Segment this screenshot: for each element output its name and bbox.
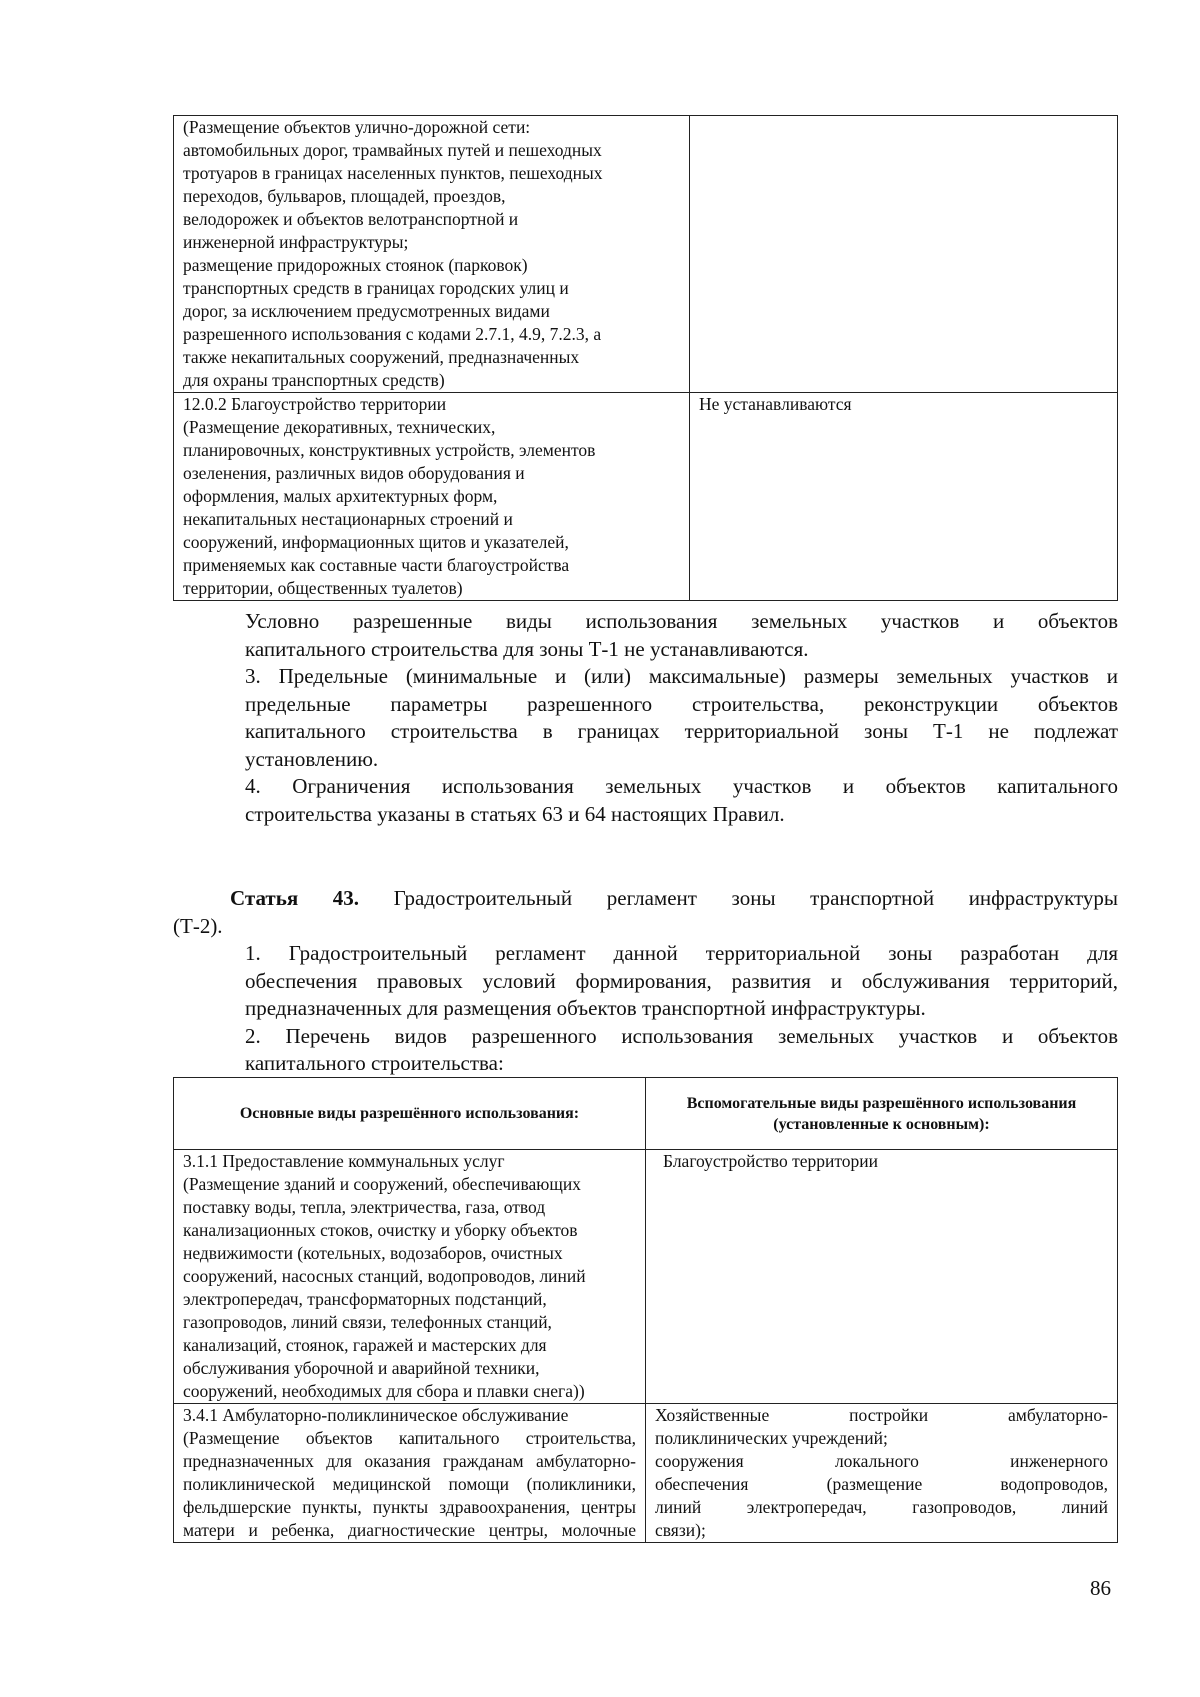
table-cell-main-use xyxy=(174,1404,646,1543)
table-row xyxy=(174,1404,1118,1543)
table-row xyxy=(174,116,1118,393)
cell-text-line: дорог, за исключением предусмотренных видами xyxy=(183,301,550,321)
cell-text-line: сооружений, насосных станций, водопроводов, линий xyxy=(183,1266,586,1286)
paragraph-line: 4. Ограничения использования земельных участков и объектов капитального xyxy=(245,774,1118,798)
paragraph-line: Условно разрешенные виды использования земельных участков и объектов xyxy=(245,609,1118,633)
paragraph-line: предназначенных для размещения объектов транспортной инфраструктуры. xyxy=(245,996,926,1020)
cell-text-line: электропередач, трансформаторных подстанций, xyxy=(183,1289,547,1309)
cell-text-line: размещение придорожных стоянок (парковок) xyxy=(183,255,528,275)
cell-text-line: 3.4.1 Амбулаторно-поликлиническое обслуживание xyxy=(183,1405,569,1425)
paragraph-line: капитального строительства для зоны Т-1 не устанавливаются. xyxy=(245,636,809,661)
article-heading-line xyxy=(173,885,1118,913)
cell-text-line: для охраны транспортных средств) xyxy=(183,370,445,390)
cell-text-line: (Размещение объектов капитального строительства, xyxy=(183,1428,636,1448)
table-row xyxy=(174,1150,1118,1404)
table-cell-main-use xyxy=(174,116,690,393)
zone-t2-permitted-uses-table xyxy=(173,1077,1118,1543)
cell-text-line: оформления, малых архитектурных форм, xyxy=(183,486,498,506)
cell-text-line: инженерной инфраструктуры; xyxy=(183,232,409,252)
table-cell-auxiliary-use xyxy=(690,393,1118,601)
table-cell-auxiliary-use xyxy=(690,116,1118,393)
cell-text-line: сооружений, необходимых для сбора и плавки снега)) xyxy=(183,1381,585,1401)
cell-text-line: переходов, бульваров, площадей, проездов, xyxy=(183,186,506,206)
cell-text-line: транспортных средств в границах городских улиц и xyxy=(183,278,569,298)
cell-text-line: матери и ребенка, диагностические центры, молочные xyxy=(183,1520,636,1540)
cell-text: Не устанавливаются xyxy=(699,394,852,414)
paragraph-line: 3. Предельные (минимальные и (или) максимальные) размеры земельных участков и xyxy=(245,664,1118,688)
cell-text-line: тротуаров в границах населенных пунктов, пешеходных xyxy=(183,163,603,183)
cell-text-line: фельдшерские пункты, пункты здравоохранения, центры xyxy=(183,1497,636,1517)
cell-text-line: предназначенных для оказания гражданам амбулаторно- xyxy=(183,1451,636,1471)
cell-text-line: озеленения, различных видов оборудования и xyxy=(183,463,525,483)
article-number: Статья 43. xyxy=(230,886,360,910)
article-heading xyxy=(173,885,1118,940)
cell-text-line: газопроводов, линий связи, телефонных станций, xyxy=(183,1312,552,1332)
article-43-section xyxy=(173,885,1118,1078)
cell-text-line: некапитальных нестационарных строений и xyxy=(183,509,513,529)
article-title: Градостроительный регламент зоны транспортной инфраструктуры xyxy=(393,886,1119,910)
paragraph-line: капитального строительства в границах территориальной зоны Т-1 не подлежат xyxy=(245,719,1118,743)
table-row xyxy=(174,393,1118,601)
cell-text-line: автомобильных дорог, трамвайных путей и пешеходных xyxy=(183,140,602,160)
zone-t1-permitted-uses-table xyxy=(173,115,1118,601)
cell-text-line: применяемых как составные части благоустройства xyxy=(183,555,570,575)
table-header-row xyxy=(174,1078,1118,1150)
cell-text-line: планировочных, конструктивных устройств, элементов xyxy=(183,440,596,460)
table-cell-main-use xyxy=(174,1150,646,1404)
table-cell-auxiliary-use xyxy=(646,1150,1118,1404)
paragraph-2-list-intro xyxy=(173,1023,1118,1078)
cell-text-line: Хозяйственные постройки амбулаторно- xyxy=(655,1405,1108,1425)
cell-text-line: (Размещение декоративных, технических, xyxy=(183,417,496,437)
cell-text-line: сооружений, информационных щитов и указателей, xyxy=(183,532,569,552)
cell-text-line: обслуживания уборочной и аварийной техники, xyxy=(183,1358,540,1378)
paragraph-line: строительства указаны в статьях 63 и 64 настоящих Правил. xyxy=(245,801,785,826)
paragraph-3-limit-parameters xyxy=(173,663,1118,773)
cell-text-line: велодорожек и объектов велотранспортной и xyxy=(183,209,519,229)
cell-text-line: сооружения локального инженерного xyxy=(655,1451,1108,1471)
text-block-zone-t1 xyxy=(173,608,1118,828)
article-title-continued: (Т-2). xyxy=(173,913,223,938)
paragraph-conditional-uses xyxy=(173,608,1118,663)
cell-text-line: разрешенного использования с кодами 2.7.1, 4.9, 7.2.3, а xyxy=(183,324,602,344)
paragraph-line: капитального строительства: xyxy=(245,1051,504,1075)
cell-text-line: канализаций, стоянок, гаражей и мастерских для xyxy=(183,1335,547,1355)
paragraph-1-purpose xyxy=(173,940,1118,1023)
cell-text-line: поликлинической медицинской помощи (поликлиники, xyxy=(183,1474,636,1494)
table-cell-auxiliary-use xyxy=(646,1404,1118,1543)
paragraph-line: 1. Градостроительный регламент данной территориальной зоны разработан для xyxy=(245,941,1118,965)
cell-text-line: поликлинических учреждений; xyxy=(655,1428,888,1448)
cell-text-line: 12.0.2 Благоустройство территории xyxy=(183,394,447,414)
table-cell-main-use xyxy=(174,393,690,601)
cell-text-line: обеспечения (размещение водопроводов, xyxy=(655,1474,1108,1494)
page-number: 86 xyxy=(1090,1576,1111,1600)
cell-text-line: территории, общественных туалетов) xyxy=(183,578,463,598)
column-header-auxiliary-uses: Вспомогательные виды разрешённого использования (установленные к основным): xyxy=(646,1078,1118,1150)
cell-text-line: также некапитальных сооружений, предназначенных xyxy=(183,347,580,367)
cell-text-line: 3.1.1 Предоставление коммунальных услуг xyxy=(183,1151,505,1171)
cell-text-line: (Размещение зданий и сооружений, обеспечивающих xyxy=(183,1174,581,1194)
cell-text-line: (Размещение объектов улично-дорожной сети: xyxy=(183,117,531,137)
paragraph-line: 2. Перечень видов разрешенного использования земельных участков и объектов xyxy=(245,1023,1118,1048)
paragraph-4-restrictions xyxy=(173,773,1118,828)
cell-text-line: связи); xyxy=(655,1520,706,1540)
paragraph-line: обеспечения правовых условий формирования, развития и обслуживания территорий, xyxy=(245,968,1118,993)
column-header-main-uses: Основные виды разрешённого использования: xyxy=(174,1078,646,1150)
cell-text-line: линий электропередач, газопроводов, линий xyxy=(655,1497,1108,1517)
paragraph-line: предельные параметры разрешенного строительства, реконструкции объектов xyxy=(245,691,1118,716)
cell-text-line: недвижимости (котельных, водозаборов, очистных xyxy=(183,1243,563,1263)
cell-text-line: канализационных стоков, очистку и уборку объектов xyxy=(183,1220,578,1240)
cell-text: Благоустройство территории xyxy=(663,1151,878,1171)
paragraph-line: установлению. xyxy=(245,746,379,771)
cell-text-line: поставку воды, тепла, электричества, газа, отвод xyxy=(183,1197,546,1217)
